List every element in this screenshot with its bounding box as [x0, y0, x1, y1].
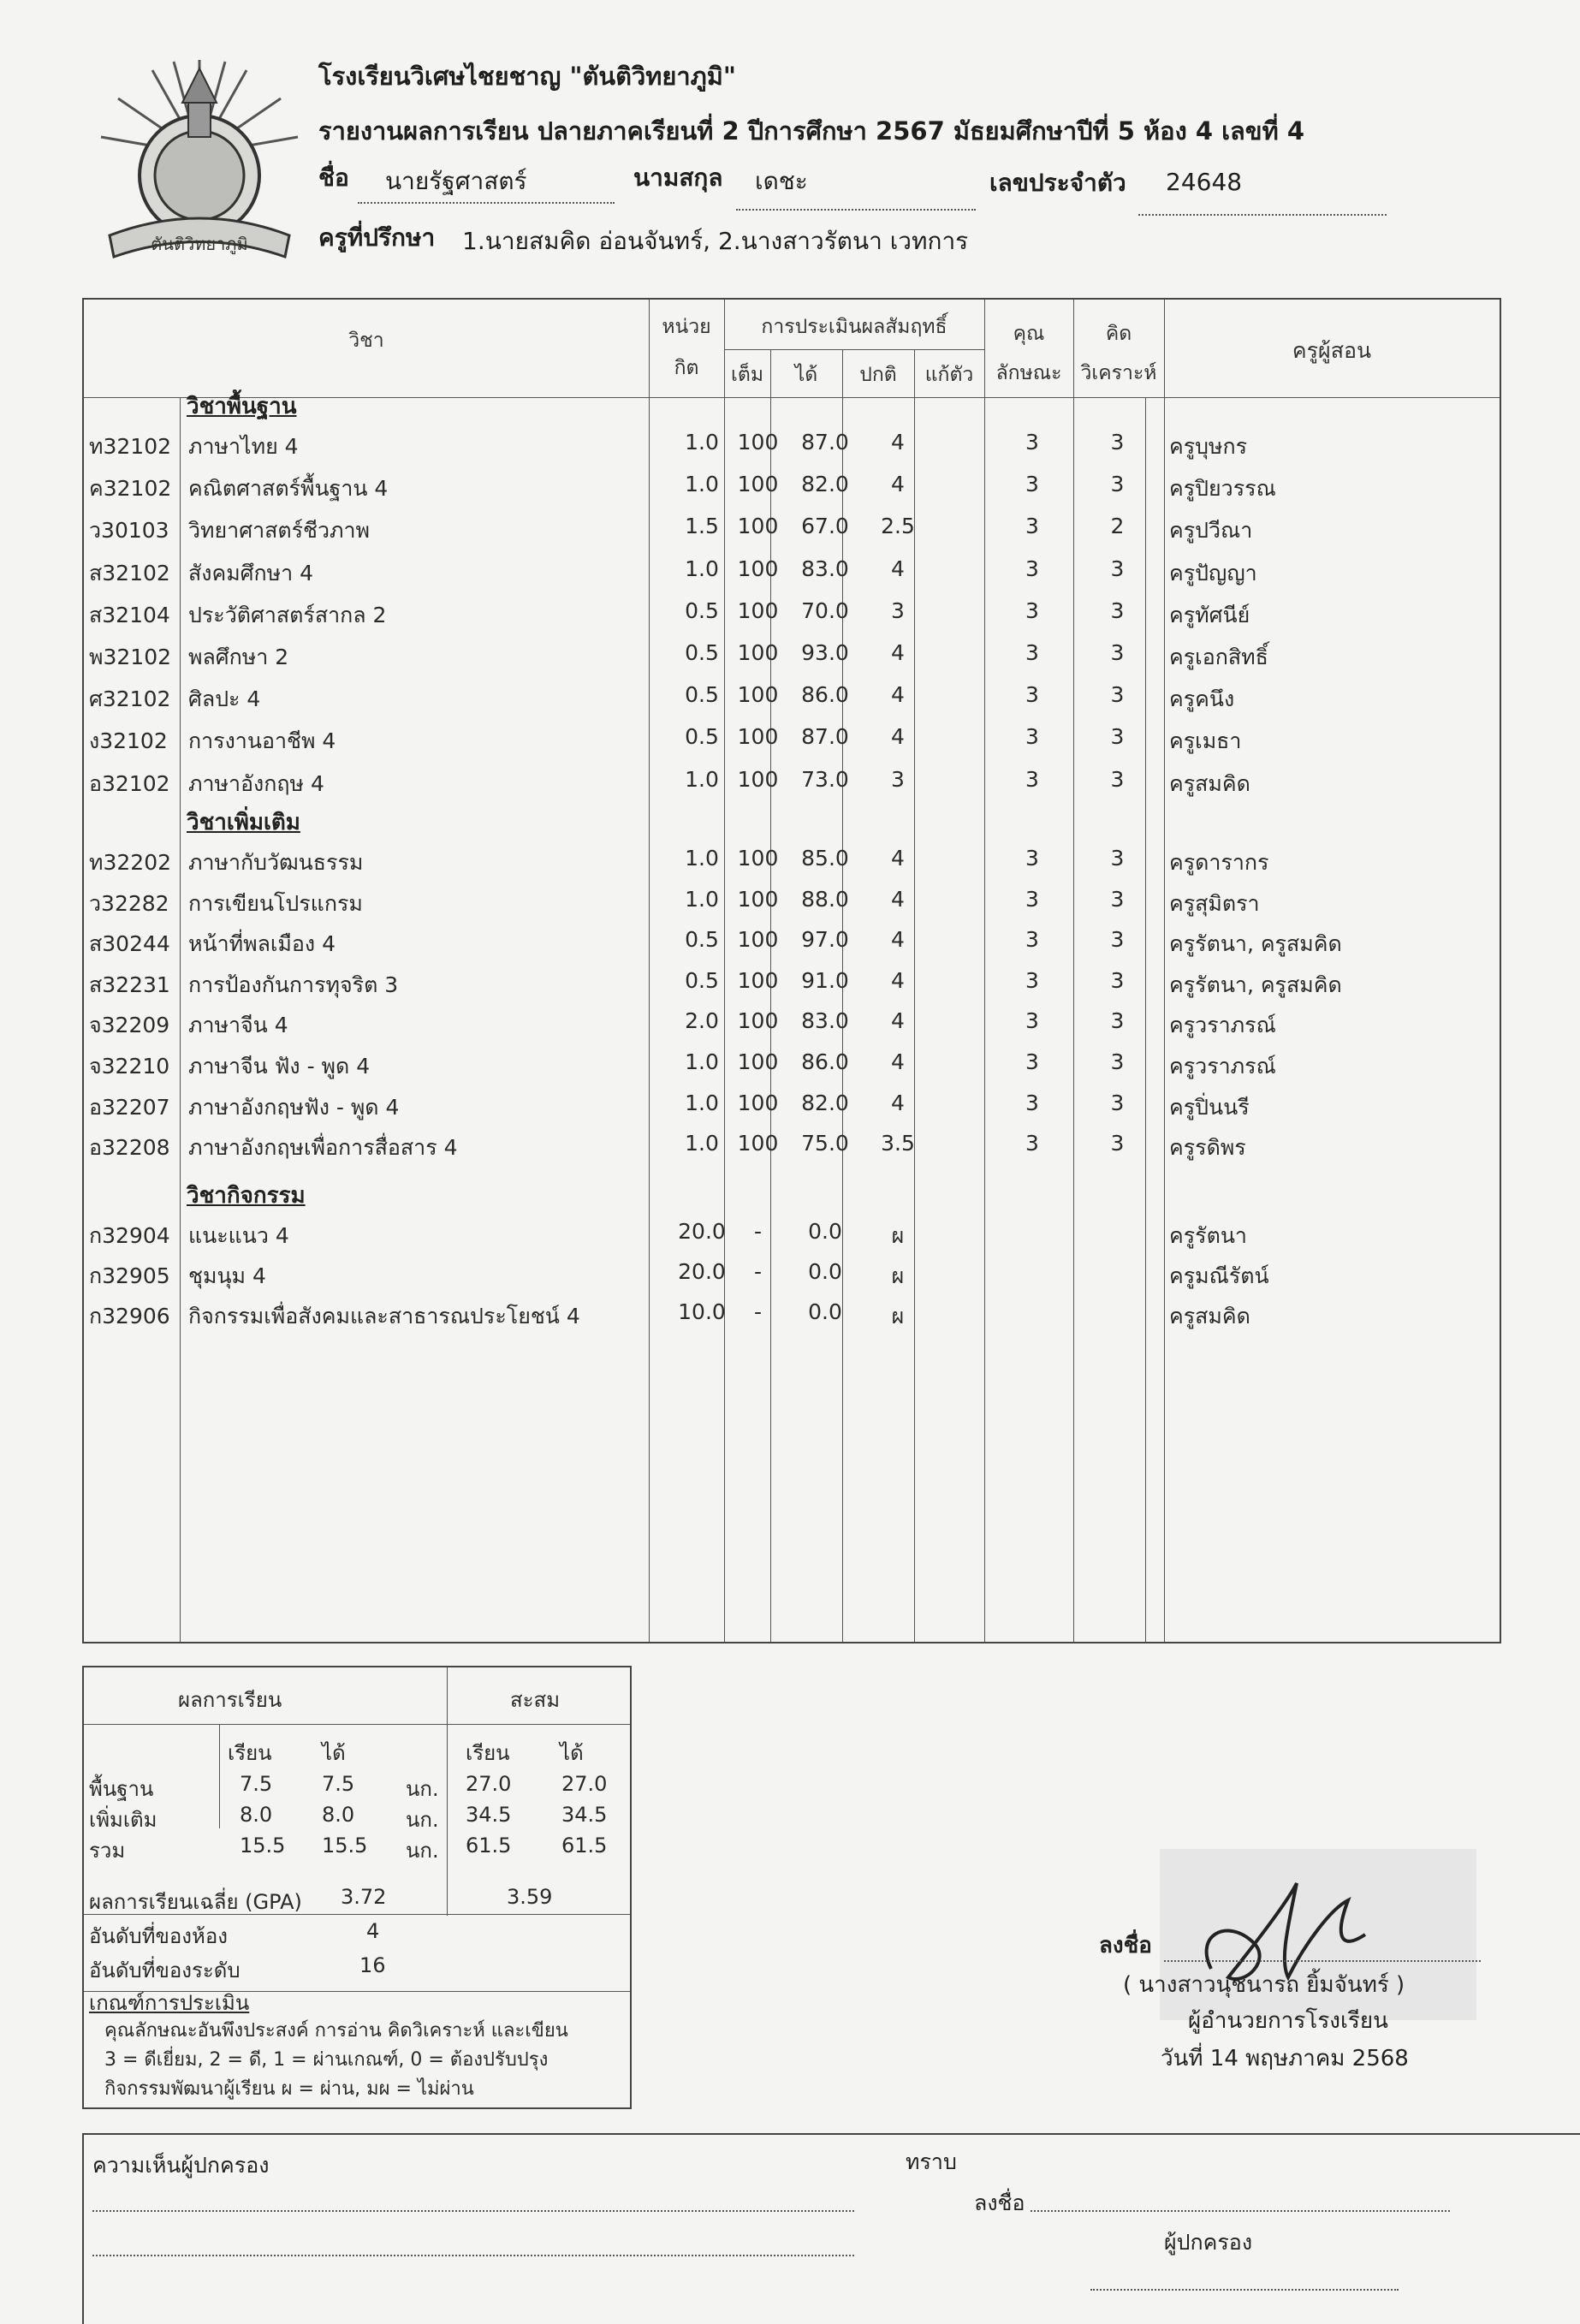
name-dots	[358, 202, 615, 204]
th-analyze-bottom: วิเคราะห์	[1080, 362, 1157, 384]
cell-char: 3	[1025, 927, 1039, 953]
cell-full: 100	[737, 1131, 779, 1156]
summary-unit: นก.	[406, 1777, 439, 1801]
cell-credit: 20.0	[678, 1259, 726, 1284]
school-logo	[92, 51, 306, 265]
table-row	[84, 1214, 1500, 1253]
cell-teacher: ครูปิยวรรณ	[1169, 476, 1276, 502]
logo-text: ตันติวิทยาภูมิ	[151, 234, 248, 254]
table-row	[84, 425, 1500, 464]
cell-char: 3	[1025, 1131, 1039, 1156]
cell-char: 3	[1025, 1090, 1039, 1115]
cell-grade: 4	[891, 556, 905, 581]
gpa-cum-value: 3.59	[507, 1885, 553, 1909]
cell-teacher: ครูเอกสิทธิ์	[1169, 645, 1268, 669]
advisor-label: ครูที่ปรึกษา	[318, 223, 436, 252]
cell-got: 70.0	[801, 597, 849, 623]
cell-char: 3	[1025, 846, 1039, 871]
cell-teacher: ครูวราภรณ์	[1169, 1054, 1276, 1079]
th-normal: ปกติ	[859, 364, 897, 386]
th-credit-bottom: กิต	[674, 357, 699, 379]
parent-opinion-label: ความเห็นผู้ปกครอง	[92, 2153, 270, 2178]
director-name: ( นางสาวนุชนารถ ยิ้มจันทร์ )	[1123, 1972, 1405, 1998]
director-title: ผู้อำนวยการโรงเรียน	[1188, 2008, 1388, 2034]
cell-grade: 4	[891, 472, 905, 497]
cell-name: หน้าที่พลเมือง 4	[188, 931, 336, 957]
summary-got: 8.0	[322, 1803, 355, 1827]
student-id-label: เลขประจำตัว	[989, 169, 1126, 197]
cell-credit: 10.0	[678, 1299, 726, 1324]
cell-name: การป้องกันการทุจริต 3	[188, 972, 399, 997]
cell-analyze: 3	[1110, 724, 1125, 750]
cell-got: 73.0	[801, 766, 849, 792]
cell-full: 100	[737, 886, 779, 912]
th-credit-top: หน่วย	[662, 316, 711, 338]
summary-cum_got: 27.0	[561, 1772, 608, 1796]
cell-teacher: ครูรัตนา, ครูสมคิด	[1169, 931, 1342, 957]
th-full: เต็ม	[731, 364, 763, 386]
grades-table	[82, 298, 1501, 1643]
cell-full: 100	[737, 724, 779, 750]
cell-name: พลศึกษา 2	[188, 645, 289, 669]
criteria-line-2: 3 = ดีเยี่ยม, 2 = ดี, 1 = ผ่านเกณฑ์, 0 = ต้องปรับปรุง	[104, 2049, 549, 2071]
table-row	[84, 677, 1500, 716]
cell-full: 100	[737, 682, 779, 708]
cell-got: 88.0	[801, 886, 849, 912]
summary-got: 15.5	[322, 1834, 368, 1857]
summary-box	[82, 1666, 632, 2109]
cell-analyze: 3	[1110, 1049, 1125, 1074]
cell-code: ท32102	[89, 434, 172, 459]
cell-grade: 4	[891, 1008, 905, 1034]
cell-analyze: 3	[1110, 682, 1125, 708]
cell-analyze: 3	[1110, 967, 1125, 993]
cell-char: 3	[1025, 640, 1039, 665]
parent-date-dots	[1090, 2289, 1399, 2291]
cell-analyze: 3	[1110, 766, 1125, 792]
cell-teacher: ครูรดิพร	[1169, 1135, 1246, 1161]
cell-got: 87.0	[801, 430, 849, 455]
cell-teacher: ครูสุมิตรา	[1169, 890, 1260, 916]
cell-code: จ32209	[89, 1013, 170, 1038]
summary-cum_study: 61.5	[466, 1834, 512, 1857]
cell-got: 0.0	[808, 1259, 842, 1284]
cell-full: 100	[737, 766, 779, 792]
cell-full: 100	[737, 1008, 779, 1034]
cell-teacher: ครูวราภรณ์	[1169, 1013, 1276, 1038]
cell-code: ส30244	[89, 931, 170, 957]
cell-char: 3	[1025, 430, 1039, 455]
summary-label: พื้นฐาน	[89, 1777, 154, 1801]
summary-study: 7.5	[240, 1772, 273, 1796]
cell-full: -	[753, 1219, 763, 1244]
summary-cum_got: 61.5	[561, 1834, 608, 1857]
table-row	[84, 508, 1500, 548]
cell-full: 100	[737, 846, 779, 871]
rank-level-label: อันดับที่ของระดับ	[89, 1958, 241, 1982]
cell-credit: 1.0	[685, 886, 719, 912]
table-row	[84, 1044, 1500, 1084]
cell-got: 75.0	[801, 1131, 849, 1156]
summary-cum_study: 34.5	[466, 1803, 512, 1827]
table-row	[84, 762, 1500, 801]
cell-code: ศ32102	[89, 687, 171, 712]
table-row	[84, 841, 1500, 880]
cell-name: ภาษาจีน 4	[188, 1013, 288, 1038]
cell-teacher: ครูรัตนา	[1169, 1223, 1247, 1248]
cell-analyze: 3	[1110, 472, 1125, 497]
cell-got: 86.0	[801, 682, 849, 708]
cell-name: ภาษาจีน ฟัง - พูด 4	[188, 1054, 371, 1079]
cell-analyze: 3	[1110, 597, 1125, 623]
cell-char: 3	[1025, 597, 1039, 623]
cell-full: 100	[737, 927, 779, 953]
cell-code: ส32231	[89, 972, 170, 997]
cell-grade: 4	[891, 886, 905, 912]
cell-grade: ผ	[891, 1304, 905, 1328]
rank-room-label: อันดับที่ของห้อง	[89, 1924, 228, 1948]
summary-cum_got: 34.5	[561, 1803, 608, 1827]
table-row	[84, 467, 1500, 506]
cell-code: ก32906	[89, 1304, 170, 1328]
report-title: รายงานผลการเรียน ปลายภาคเรียนที่ 2 ปีการศึกษา 2567 มัธยมศึกษาปีที่ 5 ห้อง 4 เลขที่ 4	[318, 116, 1304, 146]
cell-grade: 3	[891, 766, 905, 792]
cell-credit: 0.5	[685, 724, 719, 750]
table-row	[84, 922, 1500, 961]
cell-name: การเขียนโปรแกรม	[188, 890, 363, 916]
cell-got: 86.0	[801, 1049, 849, 1074]
cell-grade: 3.5	[881, 1131, 915, 1156]
ack-label: ทราบ	[906, 2149, 957, 2174]
cell-code: ท32202	[89, 850, 172, 875]
cell-code: จ32210	[89, 1054, 170, 1079]
table-row	[84, 635, 1500, 675]
cell-char: 3	[1025, 724, 1039, 750]
criteria-line-1: คุณลักษณะอันพึงประสงค์ การอ่าน คิดวิเคราะห์ และเขียน	[104, 2020, 568, 2042]
table-row	[84, 963, 1500, 1002]
cell-char: 3	[1025, 514, 1039, 539]
cell-analyze: 3	[1110, 1008, 1125, 1034]
cell-analyze: 3	[1110, 430, 1125, 455]
cell-full: 100	[737, 640, 779, 665]
cell-analyze: 3	[1110, 846, 1125, 871]
parent-sign-dots	[1031, 2210, 1450, 2212]
cell-name: ชุมนุม 4	[188, 1263, 266, 1288]
cell-got: 82.0	[801, 1090, 849, 1115]
cell-got: 0.0	[808, 1299, 842, 1324]
cell-got: 67.0	[801, 514, 849, 539]
table-row	[84, 1085, 1500, 1125]
cell-teacher: ครูบุษกร	[1169, 434, 1248, 459]
cell-full: 100	[737, 556, 779, 581]
cell-credit: 1.0	[685, 556, 719, 581]
col-got: ได้	[322, 1741, 346, 1765]
opinion-dots-1	[92, 2210, 854, 2212]
criteria-line-3: กิจกรรมพัฒนาผู้เรียน ผ = ผ่าน, มผ = ไม่ผ่าน	[104, 2078, 474, 2100]
cell-char: 3	[1025, 472, 1039, 497]
cell-char: 3	[1025, 1049, 1039, 1074]
cell-analyze: 3	[1110, 556, 1125, 581]
th-char-top: คุณ	[1013, 323, 1045, 345]
result-title: ผลการเรียน	[178, 1688, 282, 1712]
criteria-title: เกณฑ์การประเมิน	[89, 1991, 250, 2015]
cell-code: ส32104	[89, 602, 170, 627]
name-value: นายรัฐศาสตร์	[385, 167, 527, 195]
cell-grade: 4	[891, 682, 905, 708]
cell-got: 97.0	[801, 927, 849, 953]
cell-name: กิจกรรมเพื่อสังคมและสาธารณประโยชน์ 4	[188, 1304, 580, 1328]
cell-teacher: ครูสมคิด	[1169, 1304, 1250, 1328]
summary-cum_study: 27.0	[466, 1772, 512, 1796]
cell-full: 100	[737, 597, 779, 623]
cell-grade: 4	[891, 724, 905, 750]
cell-full: 100	[737, 514, 779, 539]
cell-credit: 2.0	[685, 1008, 719, 1034]
cell-grade: 4	[891, 846, 905, 871]
section-activity: วิชากิจกรรม	[187, 1183, 306, 1209]
id-dots	[1138, 214, 1387, 216]
cell-code: ก32904	[89, 1223, 170, 1248]
cell-char: 3	[1025, 766, 1039, 792]
cell-credit: 1.0	[685, 1090, 719, 1115]
cell-credit: 0.5	[685, 927, 719, 953]
summary-label: รวม	[89, 1839, 126, 1863]
cell-analyze: 2	[1110, 514, 1125, 539]
cell-credit: 1.0	[685, 472, 719, 497]
cell-name: ภาษาอังกฤษฟัง - พูด 4	[188, 1094, 400, 1120]
th-subject: วิชา	[348, 330, 384, 352]
cell-teacher: ครูทัศนีย์	[1169, 602, 1250, 627]
cell-code: ว30103	[89, 518, 169, 544]
school-name: โรงเรียนวิเศษไชยชาญ "ตันติวิทยาภูมิ"	[318, 62, 736, 91]
cell-char: 3	[1025, 682, 1039, 708]
cell-got: 85.0	[801, 846, 849, 871]
th-analyze-top: คิด	[1105, 323, 1132, 345]
cell-got: 83.0	[801, 556, 849, 581]
cell-name: ภาษาอังกฤษเพื่อการสื่อสาร 4	[188, 1135, 458, 1161]
cell-teacher: ครูสมคิด	[1169, 770, 1250, 796]
cell-credit: 0.5	[685, 967, 719, 993]
cell-char: 3	[1025, 886, 1039, 912]
cell-got: 83.0	[801, 1008, 849, 1034]
cell-name: ศิลปะ 4	[188, 687, 261, 712]
th-got: ได้	[794, 364, 818, 386]
summary-got: 7.5	[322, 1772, 355, 1796]
cell-name: ภาษาไทย 4	[188, 434, 299, 459]
section-additional: วิชาเพิ่มเติม	[187, 810, 300, 835]
cell-credit: 0.5	[685, 682, 719, 708]
cell-credit: 1.0	[685, 766, 719, 792]
cell-name: ภาษากับวัฒนธรรม	[188, 850, 364, 875]
table-row	[84, 593, 1500, 633]
cell-name: การงานอาชีพ 4	[188, 728, 336, 754]
parent-box	[82, 2133, 1580, 2324]
cell-credit: 1.0	[685, 1049, 719, 1074]
cell-credit: 0.5	[685, 597, 719, 623]
cell-full: 100	[737, 1049, 779, 1074]
summary-unit: นก.	[406, 1839, 439, 1863]
cell-code: ง32102	[89, 728, 168, 754]
parent-sign-label: ลงชื่อ	[974, 2190, 1025, 2215]
surname-value: เดชะ	[755, 167, 808, 195]
cell-credit: 1.0	[685, 1131, 719, 1156]
cell-teacher: ครูมณีรัตน์	[1169, 1263, 1269, 1288]
section-basic: วิชาพื้นฐาน	[187, 394, 297, 419]
cell-code: อ32208	[89, 1135, 170, 1161]
summary-study: 8.0	[240, 1803, 273, 1827]
th-assessment: การประเมินผลสัมฤทธิ์	[761, 316, 947, 338]
opinion-dots-2	[92, 2255, 854, 2256]
cell-teacher: ครูรัตนา, ครูสมคิด	[1169, 972, 1342, 997]
cell-name: ภาษาอังกฤษ 4	[188, 770, 324, 796]
cell-code: ค32102	[89, 476, 172, 502]
cell-grade: 4	[891, 430, 905, 455]
summary-study: 15.5	[240, 1834, 286, 1857]
cell-analyze: 3	[1110, 1131, 1125, 1156]
cell-name: แนะแนว 4	[188, 1223, 289, 1248]
cell-teacher: ครูดารากร	[1169, 850, 1269, 875]
report-date: วันที่ 14 พฤษภาคม 2568	[1161, 2046, 1409, 2071]
gpa-label: ผลการเรียนเฉลี่ย (GPA)	[89, 1890, 302, 1914]
cell-got: 91.0	[801, 967, 849, 993]
cell-credit: 1.0	[685, 430, 719, 455]
table-row	[84, 882, 1500, 921]
cell-credit: 0.5	[685, 640, 719, 665]
cell-full: -	[753, 1259, 763, 1284]
cell-teacher: ครูคนึง	[1169, 687, 1235, 712]
cell-name: คณิตศาสตร์พื้นฐาน 4	[188, 476, 389, 502]
cell-analyze: 3	[1110, 1090, 1125, 1115]
gpa-value: 3.72	[341, 1885, 387, 1909]
cell-grade: 4	[891, 1049, 905, 1074]
cell-teacher: ครูปิ่นนรี	[1169, 1094, 1250, 1120]
surname-label: นามสกุล	[633, 163, 723, 192]
cell-got: 0.0	[808, 1219, 842, 1244]
col-cum-study: เรียน	[466, 1741, 510, 1765]
cell-full: 100	[737, 967, 779, 993]
cell-grade: 4	[891, 927, 905, 953]
cell-char: 3	[1025, 1008, 1039, 1034]
cell-grade: 4	[891, 640, 905, 665]
surname-dots	[736, 209, 976, 211]
cell-code: อ32207	[89, 1094, 170, 1120]
cell-char: 3	[1025, 967, 1039, 993]
table-row	[84, 551, 1500, 591]
summary-unit: นก.	[406, 1808, 439, 1832]
cell-full: 100	[737, 472, 779, 497]
table-row	[84, 1294, 1500, 1334]
cell-credit: 20.0	[678, 1219, 726, 1244]
cell-analyze: 3	[1110, 886, 1125, 912]
th-fixed: แก้ตัว	[924, 364, 974, 386]
cell-code: ส32102	[89, 560, 170, 585]
cell-credit: 1.0	[685, 846, 719, 871]
cell-analyze: 3	[1110, 640, 1125, 665]
rank-room-value: 4	[366, 1919, 380, 1943]
table-row	[84, 1254, 1500, 1293]
th-char-bottom: ลักษณะ	[995, 362, 1062, 384]
col-cum-got: ได้	[560, 1741, 584, 1765]
advisor-value: 1.นายสมคิด อ่อนจันทร์, 2.นางสาวรัตนา เวทการ	[462, 227, 969, 255]
rank-level-value: 16	[359, 1953, 386, 1977]
table-row	[84, 1126, 1500, 1165]
cell-full: 100	[737, 1090, 779, 1115]
table-row	[84, 1003, 1500, 1043]
cell-name: สังคมศึกษา 4	[188, 560, 314, 585]
cell-code: อ32102	[89, 770, 170, 796]
name-label: ชื่อ	[318, 163, 349, 192]
director-sign-label: ลงชื่อ	[1099, 1933, 1152, 1958]
cell-got: 93.0	[801, 640, 849, 665]
cell-name: ประวัติศาสตร์สากล 2	[188, 602, 387, 627]
summary-label: เพิ่มเติม	[89, 1808, 157, 1832]
cell-teacher: ครูเมธา	[1169, 728, 1242, 754]
cell-code: พ32102	[89, 645, 172, 669]
cell-full: 100	[737, 430, 779, 455]
cumulative-title: สะสม	[510, 1688, 561, 1712]
cell-got: 87.0	[801, 724, 849, 750]
cell-teacher: ครูปัญญา	[1169, 560, 1257, 585]
cell-credit: 1.5	[685, 514, 719, 539]
cell-full: -	[753, 1299, 763, 1324]
cell-grade: ผ	[891, 1263, 905, 1288]
cell-analyze: 3	[1110, 927, 1125, 953]
table-row	[84, 719, 1500, 758]
cell-grade: 2.5	[881, 514, 915, 539]
cell-grade: 4	[891, 967, 905, 993]
th-teacher: ครูผู้สอน	[1292, 338, 1372, 363]
cell-grade: 3	[891, 597, 905, 623]
cell-code: ก32905	[89, 1263, 170, 1288]
cell-char: 3	[1025, 556, 1039, 581]
cell-code: ว32282	[89, 890, 169, 916]
cell-teacher: ครูปวีณา	[1169, 518, 1253, 544]
cell-grade: 4	[891, 1090, 905, 1115]
cell-name: วิทยาศาสตร์ชีวภาพ	[188, 518, 371, 544]
cell-got: 82.0	[801, 472, 849, 497]
col-study: เรียน	[228, 1741, 272, 1765]
parent-label: ผู้ปกครอง	[1164, 2230, 1253, 2255]
director-sign-dots	[1164, 1960, 1481, 1962]
cell-grade: ผ	[891, 1223, 905, 1248]
student-id-value: 24648	[1166, 168, 1243, 196]
